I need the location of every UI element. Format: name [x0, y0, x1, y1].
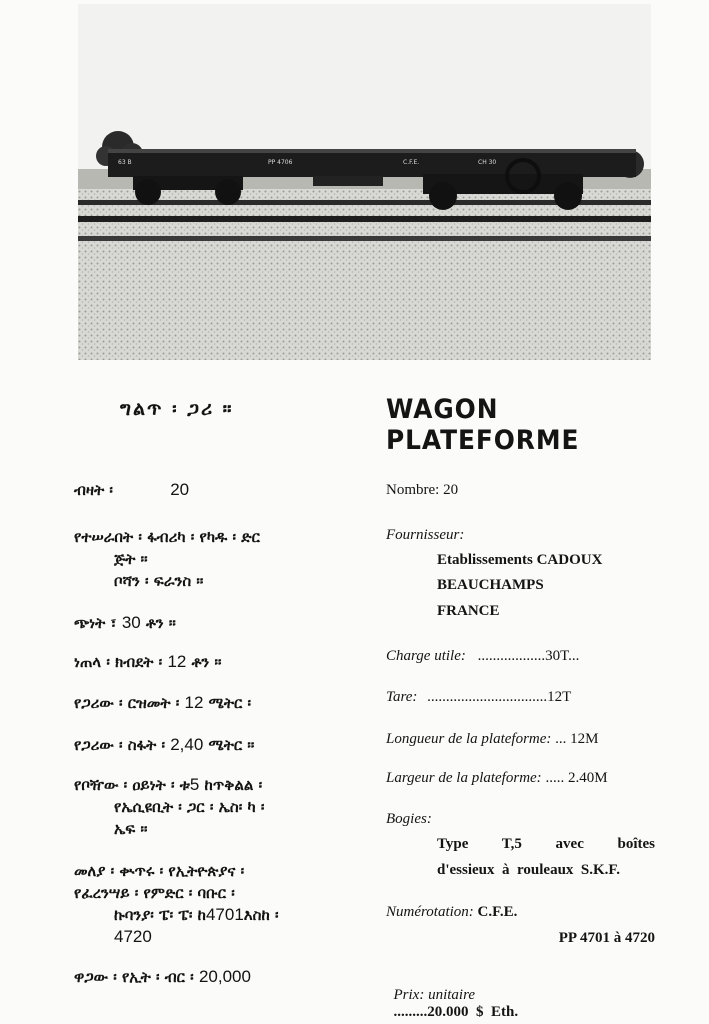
am-load-unit: ቶን ።	[145, 614, 176, 632]
am-tare-label: ነጠላ ፡ ክብደት ፡	[74, 653, 163, 671]
am-numbering-line3-a: ኩባንያ፡ ፔ፡ ፔ፡ ከ	[114, 906, 206, 924]
am-numbering-line3	[74, 904, 279, 926]
am-numbering-line2: የፈረንሣይ ፡ የምድር ፡ ባቡር ፡	[74, 884, 235, 902]
am-width-unit: ሜትር ።	[208, 736, 255, 754]
fr-numbering-range: PP 4701 à 4720	[558, 930, 655, 946]
fr-length-row	[386, 731, 599, 748]
am-width-label: የጋሪው ፡ ስፋት ፡	[74, 736, 165, 754]
fr-charge-value: ..................30T...	[477, 648, 580, 664]
am-numbering-line4: 4720	[114, 927, 152, 946]
fr-length-value: ... 12M	[555, 731, 599, 747]
am-length-value: 12	[184, 693, 204, 712]
fr-width-label: Largeur de la plateforme:	[386, 770, 542, 786]
am-length-unit: ሜትር ፡	[208, 694, 252, 712]
am-length-row	[74, 692, 251, 714]
am-bogie-block	[74, 774, 264, 840]
fr-supplier-line1: Etablissements CADOUX	[437, 552, 603, 568]
am-bogie-line1-a: የቦዥው ፡ ዐይነት ፡ ቱ	[74, 776, 190, 794]
am-load-row	[74, 612, 176, 634]
fr-tare-label: Tare:	[386, 689, 418, 705]
fr-bogies-line1: Type T,5 avec boîtes	[437, 836, 655, 852]
am-tare-row	[74, 651, 222, 673]
am-bogie-line1-num: 5	[189, 775, 200, 794]
fr-bogies-label: Bogies:	[386, 811, 432, 827]
am-price-row	[74, 966, 251, 988]
fr-tare-row	[386, 689, 571, 706]
am-width-row	[74, 734, 254, 756]
am-supplier-line3: ቦሻን ፡ ፍራንስ ።	[114, 572, 204, 590]
am-supplier-block	[74, 526, 260, 592]
fr-supplier-line3: FRANCE	[437, 603, 500, 619]
am-width-value: 2,40	[170, 735, 204, 754]
am-supplier-line2: ጅት ።	[114, 550, 148, 568]
am-bogie-line2: የኤሲዩቢት ፡ ጋር ፡ ኤስ፡ ካ ፡	[114, 798, 265, 816]
am-bogie-line1	[74, 776, 262, 794]
fr-numbering-row	[386, 904, 517, 921]
am-count-value: 20	[170, 480, 190, 499]
am-price-value: 20,000	[198, 967, 251, 986]
fr-length-label: Longueur de la plateforme:	[386, 731, 552, 747]
am-bogie-line1-b: ከጥቅልል ፡	[204, 776, 263, 794]
am-tare-value: 12	[167, 652, 187, 671]
fr-count-value: 20	[443, 482, 459, 498]
fr-charge-row	[386, 648, 579, 665]
fr-supplier-line2: BEAUCHAMPS	[437, 577, 544, 593]
amharic-title: ግልጥ ፡ ጋሪ ።	[120, 398, 234, 420]
svg-text:PP 4706: PP 4706	[268, 159, 293, 166]
am-tare-unit: ቶን ።	[191, 653, 222, 671]
fr-count-row	[386, 482, 458, 499]
fr-count-label: Nombre:	[386, 482, 440, 498]
am-count-label: ብዛት ፡	[74, 481, 113, 499]
fr-price-value: .........20.000 $ Eth.	[393, 1004, 519, 1020]
fr-width-row	[386, 770, 608, 787]
fr-width-value: ..... 2.40M	[545, 770, 608, 786]
am-numbering-line3-b: እስከ ፡	[243, 906, 279, 924]
fr-bogies-line2: d'essieux à rouleaux S.K.F.	[437, 862, 620, 878]
fr-price-label: Prix: unitaire	[393, 987, 476, 1003]
svg-text:63 B: 63 B	[118, 159, 132, 166]
fr-numbering-label: Numérotation:	[386, 904, 474, 920]
am-supplier-line1: የተሠራበት ፡ ፋብሪካ ፡ የካዱ ፡ ድር	[74, 528, 260, 546]
am-count-row	[74, 479, 189, 501]
am-numbering-line1: መለያ ፡ ቊጥሩ ፡ የኢትዮጵያና ፡	[74, 862, 245, 880]
svg-text:C.F.E.: C.F.E.	[403, 159, 420, 166]
am-numbering-line3-num: 4701	[205, 905, 244, 924]
am-load-label: ጭነት ፣	[74, 614, 117, 632]
am-price-label: ዋጋው ፡ የኢት ፡ ብር ፡	[74, 968, 194, 986]
fr-numbering-value: C.F.E.	[477, 904, 518, 920]
french-title: WAGON PLATEFORME	[386, 394, 580, 456]
fr-supplier-label: Fournisseur:	[386, 527, 465, 543]
am-load-value: 30	[121, 613, 141, 632]
am-bogie-line3: ኤፍ ።	[114, 820, 148, 838]
wagon-photo	[78, 4, 651, 360]
am-length-label: የጋሪው ፡ ርዝመት ፡	[74, 694, 180, 712]
fr-tare-value: ................................12T	[427, 689, 572, 705]
fr-price-row	[386, 970, 518, 1021]
am-numbering-block	[74, 860, 279, 948]
svg-text:CH 30: CH 30	[478, 159, 497, 166]
wagon-illustration	[78, 4, 651, 360]
fr-charge-label: Charge utile:	[386, 648, 466, 664]
